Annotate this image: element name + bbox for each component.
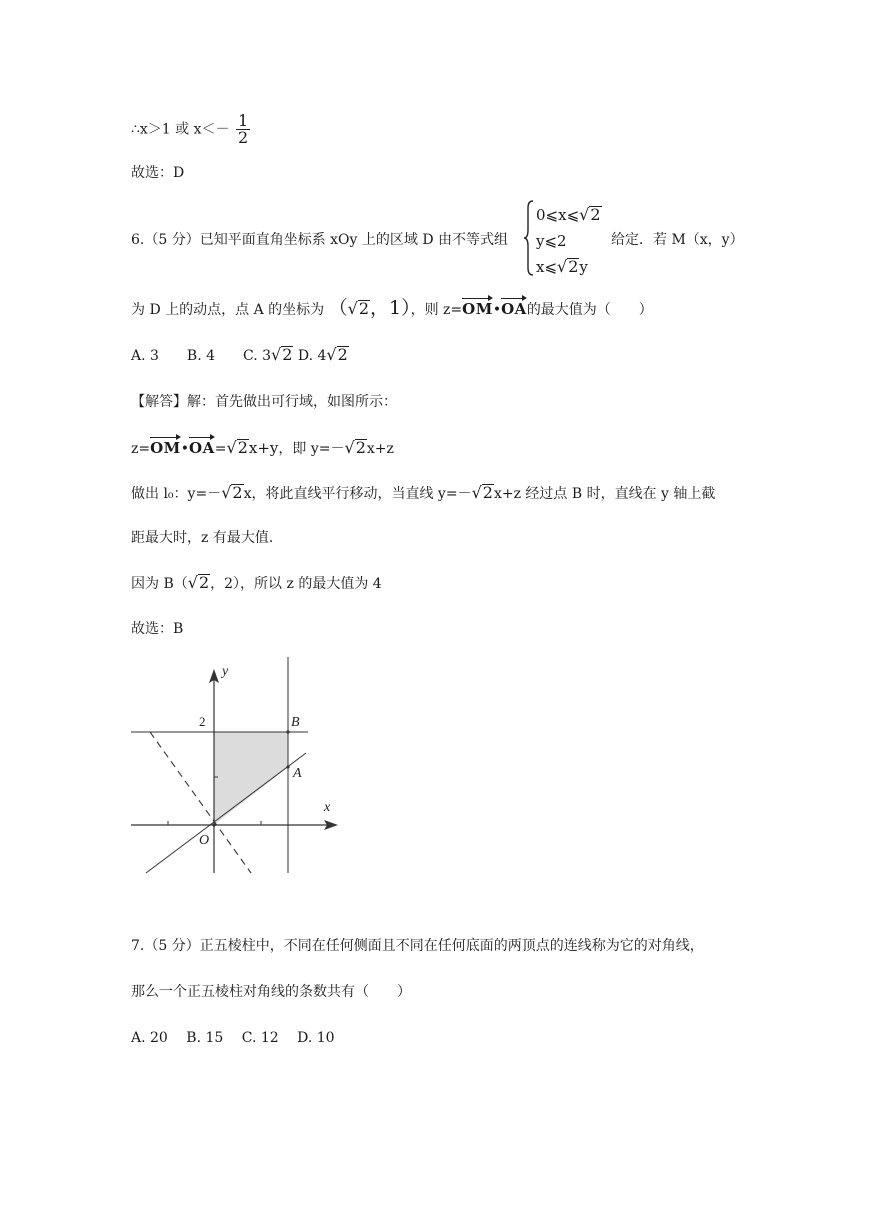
point-a-label: A bbox=[293, 766, 302, 781]
solution-line4 bbox=[131, 573, 382, 594]
radicand: 2 bbox=[482, 483, 493, 502]
radicand: 2 bbox=[237, 438, 248, 457]
fraction-one-half bbox=[236, 113, 250, 146]
x-axis-label: x bbox=[324, 800, 331, 815]
sqrt: √2 bbox=[557, 257, 579, 276]
origin-dot bbox=[212, 823, 215, 826]
option-d: D. 4 bbox=[293, 348, 327, 364]
q7-stem-line2: 那么一个正五棱柱对角线的条数共有（ ） bbox=[131, 984, 411, 1000]
tick-label-2: 2 bbox=[199, 714, 206, 729]
solution-line4-prefix: 因为 B（ bbox=[131, 576, 188, 592]
system-brace bbox=[524, 200, 534, 276]
q7-options: A. 20 B. 15 C. 12 D. 10 bbox=[131, 1030, 335, 1046]
feasible-region-graph bbox=[128, 655, 348, 875]
sqrt: √2 bbox=[226, 438, 248, 457]
sqrt: √2 bbox=[344, 438, 366, 457]
point-a-dot bbox=[286, 765, 289, 768]
feasible-region bbox=[214, 732, 288, 825]
vector-oa: OA bbox=[501, 300, 527, 318]
inequality-3-suffix: y bbox=[579, 258, 588, 276]
fraction-denominator: 2 bbox=[237, 128, 249, 147]
point-b-label: B bbox=[291, 715, 300, 730]
radicand: 2 bbox=[282, 345, 293, 364]
vector-oa: OA bbox=[189, 439, 215, 457]
solution-line1-mid: ，即 y=－ bbox=[278, 441, 345, 457]
z-eq: z= bbox=[131, 441, 151, 457]
q6-line2-mid: ，则 z= bbox=[410, 302, 463, 318]
sqrt: √2 bbox=[187, 573, 210, 592]
origin-label: O bbox=[199, 833, 210, 848]
q6-line2-suffix: 的最大值为（ ） bbox=[526, 302, 653, 318]
vector-om: OM bbox=[462, 300, 493, 318]
y-axis-label: y bbox=[222, 664, 229, 679]
q6-stem-line1 bbox=[131, 230, 508, 250]
solution-line2-end: x+z 经过点 B 时，直线在 y 轴上截 bbox=[493, 486, 716, 502]
sqrt: √2 bbox=[471, 483, 493, 502]
solution-line3: 距最大时，z 有最大值． bbox=[131, 530, 283, 546]
solution-line1-end: x+z bbox=[366, 441, 394, 457]
sqrt: √2 bbox=[271, 345, 293, 364]
solution-line1 bbox=[131, 438, 394, 459]
inequality-3-text: x⩽ bbox=[536, 258, 558, 276]
fraction-numerator: 1 bbox=[237, 111, 249, 130]
q6-options bbox=[131, 345, 349, 366]
radicand: 2 bbox=[358, 299, 369, 318]
point-b-dot bbox=[286, 730, 289, 733]
solution-heading: 【解答】解：首先做出可行域，如图所示： bbox=[131, 394, 397, 410]
sqrt: √2 bbox=[347, 299, 369, 318]
solution-line4-suffix: ，2），所以 z 的最大值为 4 bbox=[210, 576, 382, 592]
q7-stem-line1: 7.（5 分）正五棱柱中，不同在任何侧面且不同在任何底面的两顶点的连线称为它的对角线， bbox=[131, 938, 704, 954]
conclusion-line bbox=[131, 113, 250, 146]
radicand: 2 bbox=[232, 483, 243, 502]
inequality-1 bbox=[536, 203, 602, 227]
inequality-2 bbox=[536, 229, 567, 253]
q6-stem-prefix: 6.（5 分）已知平面直角坐标系 xOy 上的区域 D 由不等式组 bbox=[131, 232, 509, 248]
dot-product-symbol: • bbox=[180, 441, 190, 457]
radicand: 2 bbox=[568, 257, 579, 276]
x-plus-y: x+y bbox=[248, 439, 279, 457]
radicand: 2 bbox=[355, 438, 366, 457]
inequality-1-text: 0⩽x⩽ bbox=[536, 206, 580, 224]
point-rest: ，1） bbox=[370, 297, 411, 319]
solution-line2 bbox=[131, 483, 715, 504]
answer-line-q6: 故选：B bbox=[131, 621, 184, 637]
answer-line-q5: 故选：D bbox=[131, 165, 185, 181]
sqrt: √2 bbox=[221, 483, 243, 502]
point-open: （ bbox=[328, 297, 348, 319]
solution-line2-mid: x，将此直线平行移动，当直线 y=－ bbox=[243, 486, 472, 502]
dot-product-symbol: • bbox=[492, 302, 502, 318]
radicand: 2 bbox=[337, 345, 348, 364]
q6-line2-prefix: 为 D 上的动点，点 A 的坐标为 bbox=[131, 302, 325, 318]
radicand: 2 bbox=[590, 205, 601, 224]
q6-stem-suffix: 给定．若 M（x，y） bbox=[611, 232, 744, 248]
vector-om: OM bbox=[150, 439, 181, 457]
solution-line2-prefix: 做出 l₀：y=－ bbox=[131, 486, 222, 502]
radicand: 2 bbox=[198, 573, 210, 592]
sqrt: √2 bbox=[579, 205, 601, 224]
inequality-3 bbox=[536, 255, 588, 279]
options-text: A. 3 B. 4 C. 3 bbox=[131, 348, 272, 364]
sqrt: √2 bbox=[326, 345, 348, 364]
inequality-2-text: y⩽2 bbox=[536, 232, 567, 250]
q6-stem-line2 bbox=[131, 298, 653, 320]
equals: = bbox=[214, 441, 227, 457]
conclusion-text: ∴x＞1 或 x＜－ bbox=[131, 121, 230, 138]
